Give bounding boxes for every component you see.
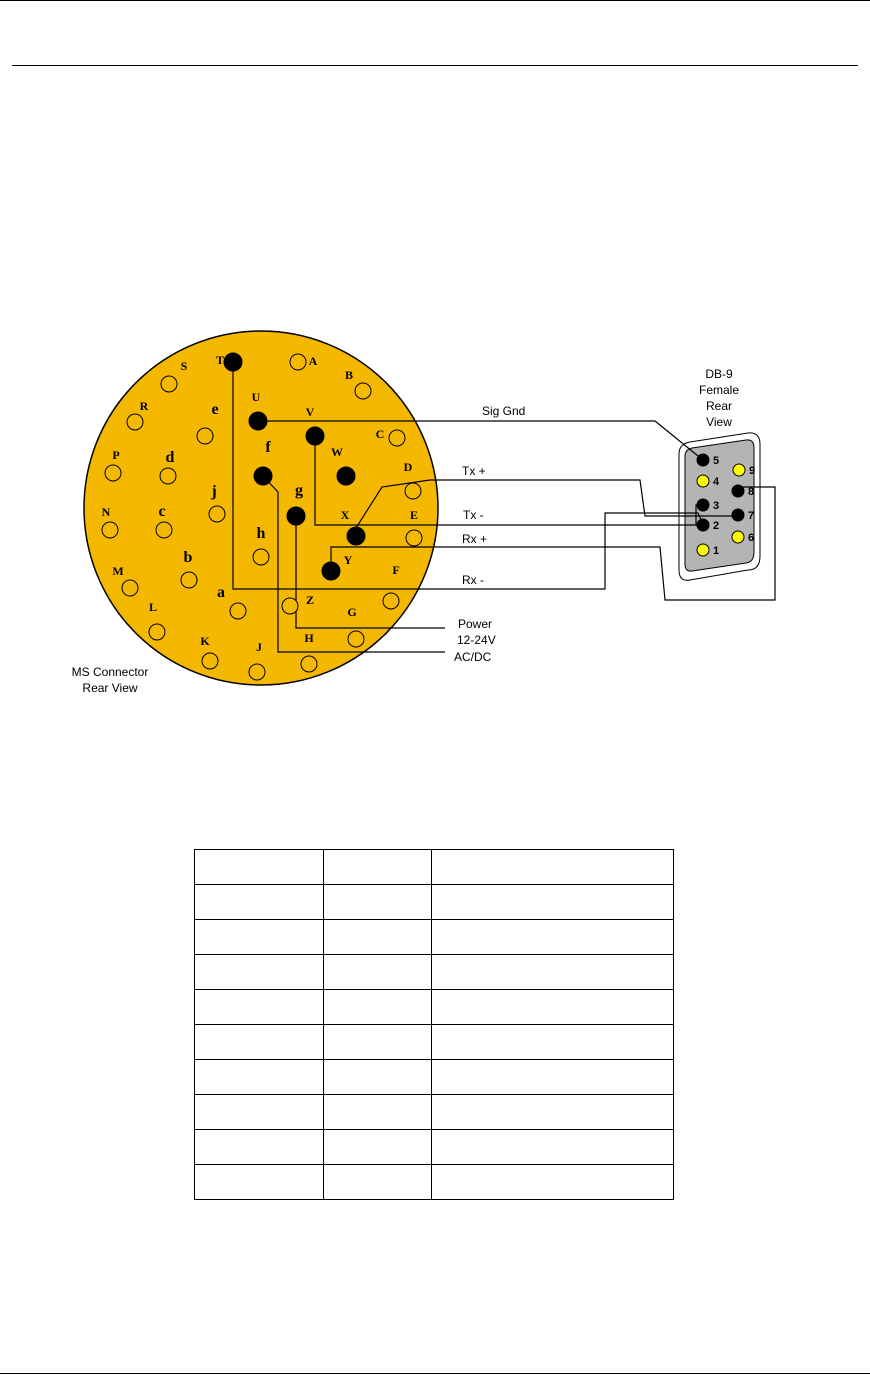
ms-pin-label-K: K <box>200 634 210 648</box>
table-cell <box>432 920 674 955</box>
ms-pin-label-g: g <box>295 482 303 499</box>
ms-pin-U <box>249 412 267 430</box>
table-row <box>195 955 674 990</box>
ms-pin-label-V: V <box>305 405 315 419</box>
table-cell <box>432 885 674 920</box>
ms-pin-j <box>209 506 225 522</box>
table-cell <box>195 885 324 920</box>
ms-pin-label-E: E <box>409 508 419 522</box>
table-cell <box>324 920 432 955</box>
table-cell <box>195 955 324 990</box>
ms-pin-label-L: L <box>148 600 158 614</box>
db9-shell-inner <box>685 440 754 571</box>
label-rx-plus: Rx + <box>462 532 488 546</box>
db9-pin-label-7: 7 <box>748 510 755 522</box>
label-power-line1: Power <box>458 617 493 631</box>
ms-pin-X <box>347 527 365 545</box>
ms-pin-E <box>406 530 422 546</box>
ms-pin-label-F: F <box>392 563 400 577</box>
table-cell <box>324 955 432 990</box>
table-cell <box>195 920 324 955</box>
table-cell <box>432 1095 674 1130</box>
ms-pin-B <box>355 383 371 399</box>
ms-pin-Z <box>282 598 298 614</box>
ms-pin-label-f: f <box>265 439 271 456</box>
ms-pin-c <box>156 522 172 538</box>
ms-pin-label-J: J <box>256 640 262 654</box>
db9-pin-label-5: 5 <box>713 455 720 467</box>
ms-pin-V <box>306 427 324 445</box>
ms-pin-h <box>253 549 269 565</box>
ms-pin-M <box>122 580 138 596</box>
ms-pin-J <box>249 664 265 680</box>
ms-pin-f <box>254 467 272 485</box>
page-top-rule <box>0 0 870 1</box>
pin-table <box>194 849 674 1200</box>
table-cell <box>195 990 324 1025</box>
ms-pin-label-U: U <box>251 390 261 404</box>
table-row <box>195 1165 674 1200</box>
ms-pin-label-D: D <box>403 460 413 474</box>
table-cell <box>432 850 674 885</box>
db9-title-line4: View <box>706 415 732 429</box>
ms-pin-label-a: a <box>217 584 225 601</box>
ms-connector-label-line1: MS Connector <box>71 665 149 679</box>
table-cell <box>195 1025 324 1060</box>
ms-connector-label-line2: Rear View <box>82 681 138 695</box>
table-cell <box>195 1060 324 1095</box>
ms-pin-label-W: W <box>331 445 343 459</box>
ms-pin-label-A: A <box>308 354 318 368</box>
db9-pin-label-2: 2 <box>713 520 720 532</box>
ms-pin-g <box>287 507 305 525</box>
db9-title-line1: DB-9 <box>705 367 733 381</box>
db9-pin-label-3: 3 <box>713 500 720 512</box>
table-row <box>195 990 674 1025</box>
ms-pin-R <box>127 414 143 430</box>
label-power-line2: 12-24V <box>457 633 496 647</box>
table-row <box>195 1095 674 1130</box>
table-cell <box>324 1165 432 1200</box>
ms-pin-label-c: c <box>158 503 166 520</box>
db9-pin-3 <box>697 499 709 511</box>
table-cell <box>324 990 432 1025</box>
db9-pin-7 <box>732 509 744 521</box>
ms-pin-label-R: R <box>139 399 149 413</box>
ms-pin-A <box>290 354 306 370</box>
ms-pin-label-T: T <box>215 353 225 367</box>
table-cell <box>324 1025 432 1060</box>
ms-pin-N <box>102 522 118 538</box>
table-cell <box>432 1130 674 1165</box>
table-row <box>195 885 674 920</box>
ms-pin-label-Y: Y <box>343 553 353 567</box>
ms-pin-P <box>105 465 121 481</box>
ms-pin-label-h: h <box>256 525 266 542</box>
table-cell <box>195 850 324 885</box>
table-cell <box>324 850 432 885</box>
db9-pin-2 <box>697 519 709 531</box>
ms-pin-H <box>301 656 317 672</box>
table-cell <box>432 990 674 1025</box>
table-cell <box>195 1095 324 1130</box>
table-row <box>195 850 674 885</box>
ms-connector-body <box>84 331 438 685</box>
db9-pin-9 <box>733 464 745 476</box>
wiring-diagram <box>0 330 870 710</box>
db9-pin-4 <box>697 475 709 487</box>
ms-pin-label-G: G <box>347 605 357 619</box>
table-cell <box>432 1060 674 1095</box>
ms-pin-label-Z: Z <box>305 593 315 607</box>
ms-pin-label-B: B <box>344 368 354 382</box>
label-tx-plus: Tx + <box>462 464 486 478</box>
db9-title-line3: Rear <box>705 399 733 413</box>
db9-title-line2: Female <box>698 383 740 397</box>
ms-pin-Y <box>322 562 340 580</box>
ms-pin-W <box>337 467 355 485</box>
ms-pin-label-P: P <box>112 448 120 462</box>
table-cell <box>432 1165 674 1200</box>
ms-pin-D <box>405 483 421 499</box>
page-bottom-rule <box>0 1373 870 1374</box>
ms-pin-label-j: j <box>211 483 217 500</box>
ms-pin-K <box>202 653 218 669</box>
ms-pin-C <box>389 430 405 446</box>
db9-pin-label-9: 9 <box>749 465 756 477</box>
ms-pin-label-H: H <box>304 631 314 645</box>
table-row <box>195 920 674 955</box>
label-power-line3: AC/DC <box>454 650 492 664</box>
db9-pin-5 <box>697 454 709 466</box>
db9-pin-1 <box>697 544 709 556</box>
db9-pin-label-8: 8 <box>748 486 755 498</box>
table-row <box>195 1025 674 1060</box>
db9-pin-label-4: 4 <box>713 476 720 488</box>
ms-pin-label-b: b <box>183 549 193 566</box>
table-cell <box>195 1165 324 1200</box>
ms-pin-G <box>348 631 364 647</box>
ms-pin-label-e: e <box>211 401 219 418</box>
ms-pin-label-X: X <box>340 508 350 522</box>
table-cell <box>324 1095 432 1130</box>
label-sig-gnd: Sig Gnd <box>482 404 526 418</box>
ms-pin-label-M: M <box>112 564 124 578</box>
ms-pin-label-C: C <box>375 427 385 441</box>
table-cell <box>324 1060 432 1095</box>
ms-pin-T <box>224 353 242 371</box>
label-tx-minus: Tx - <box>463 508 484 522</box>
ms-pin-label-S: S <box>180 359 188 373</box>
db9-pin-6 <box>732 531 744 543</box>
table-cell <box>432 1025 674 1060</box>
ms-pin-S <box>161 376 177 392</box>
db9-pin-8 <box>732 485 744 497</box>
ms-pin-a <box>230 603 246 619</box>
table-row <box>195 1060 674 1095</box>
table-cell <box>432 955 674 990</box>
ms-pin-label-N: N <box>101 505 111 519</box>
table-cell <box>195 1130 324 1165</box>
ms-pin-label-d: d <box>165 449 175 466</box>
table-cell <box>324 1130 432 1165</box>
ms-pin-e <box>197 428 213 444</box>
db9-pin-label-1: 1 <box>713 545 720 557</box>
table-row <box>195 1130 674 1165</box>
ms-pin-d <box>160 468 176 484</box>
ms-pin-F <box>383 593 399 609</box>
header-rule <box>12 65 858 66</box>
ms-pin-L <box>149 624 165 640</box>
ms-pin-b <box>181 572 197 588</box>
db9-pin-label-6: 6 <box>748 532 755 544</box>
label-rx-minus: Rx - <box>462 573 484 587</box>
table-cell <box>324 885 432 920</box>
